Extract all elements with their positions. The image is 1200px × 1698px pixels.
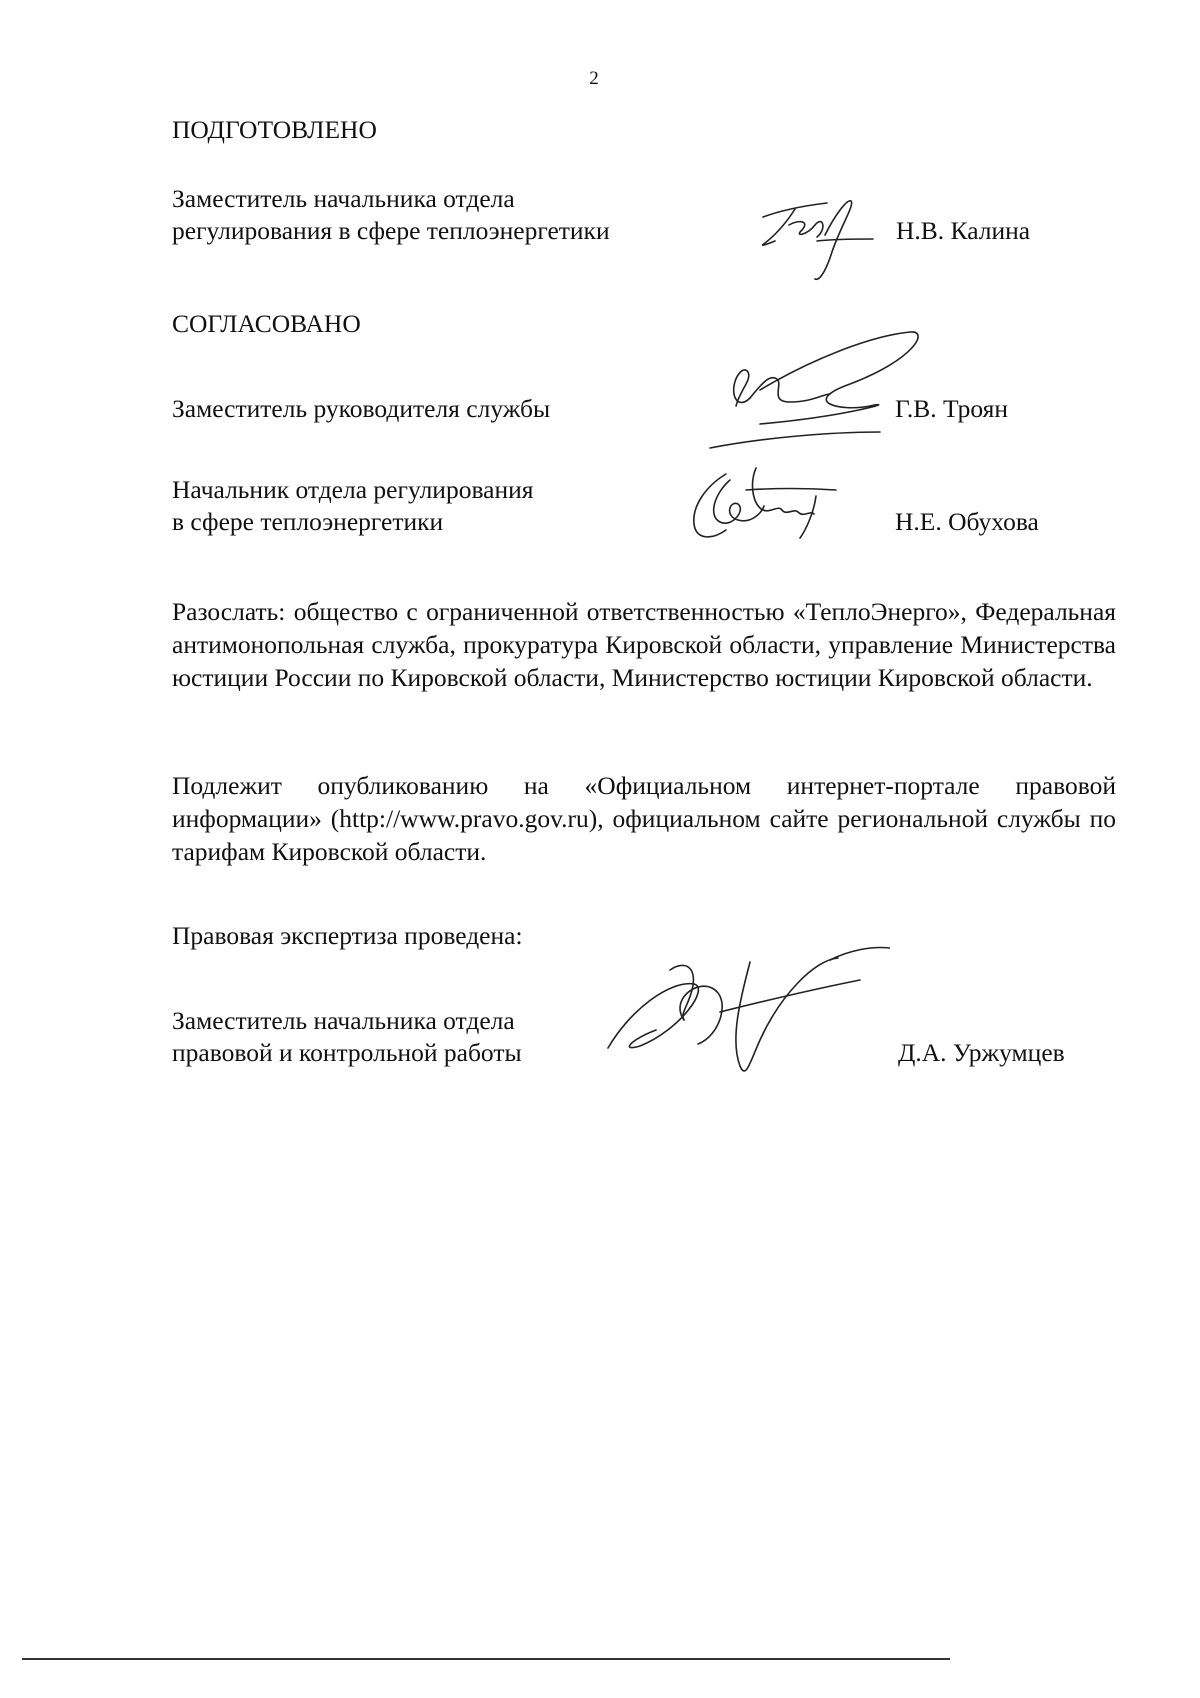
agreed-signer-1-name: Г.В. Троян	[895, 394, 1008, 423]
distribution-text: Разослать: общество с ограниченной ответственностью «ТеплоЭнерго», Федеральная антимонопольная служба, прокуратура Кировской области, управление Министерства юстиции России по Кировской области, Министерство юстиции Кировской области.	[172, 597, 1116, 692]
prepared-name: Н.В. Калина	[896, 216, 1031, 245]
legal-review-name: Д.А. Уржумцев	[898, 1038, 1065, 1067]
legal-review-position-line-2: правовой и контрольной работы	[172, 1038, 522, 1067]
publication-text: Подлежит опубликованию на «Официальном интернет-портале правовой информации» (http://www.pravo.gov.ru), официальном сайте региональной службы по тарифам Кировской области.	[172, 771, 1116, 866]
agreed-signer-1-position: Заместитель руководителя службы	[172, 394, 551, 423]
signature-obukhova	[686, 460, 856, 550]
prepared-position-line-2: регулирования в сфере теплоэнергетики	[172, 216, 610, 245]
agreed-signer-2-position-line-2: в сфере теплоэнергетики	[172, 507, 444, 536]
prepared-heading: ПОДГОТОВЛЕНО	[172, 115, 377, 144]
signature-urzhumtsev	[600, 940, 890, 1080]
page-number: 2	[589, 68, 599, 89]
agreed-signer-2-position-line-1: Начальник отдела регулирования	[172, 475, 534, 504]
signature-troyan	[700, 320, 930, 460]
legal-review-position-line-1: Заместитель начальника отдела	[172, 1006, 515, 1035]
bottom-rule	[22, 1658, 950, 1660]
legal-review-heading: Правовая экспертиза проведена:	[172, 921, 523, 950]
prepared-position-line-1: Заместитель начальника отдела	[172, 184, 515, 213]
agreed-heading: СОГЛАСОВАНО	[172, 309, 361, 338]
agreed-signer-2-name: Н.Е. Обухова	[895, 507, 1039, 536]
signature-kalina	[755, 195, 875, 285]
